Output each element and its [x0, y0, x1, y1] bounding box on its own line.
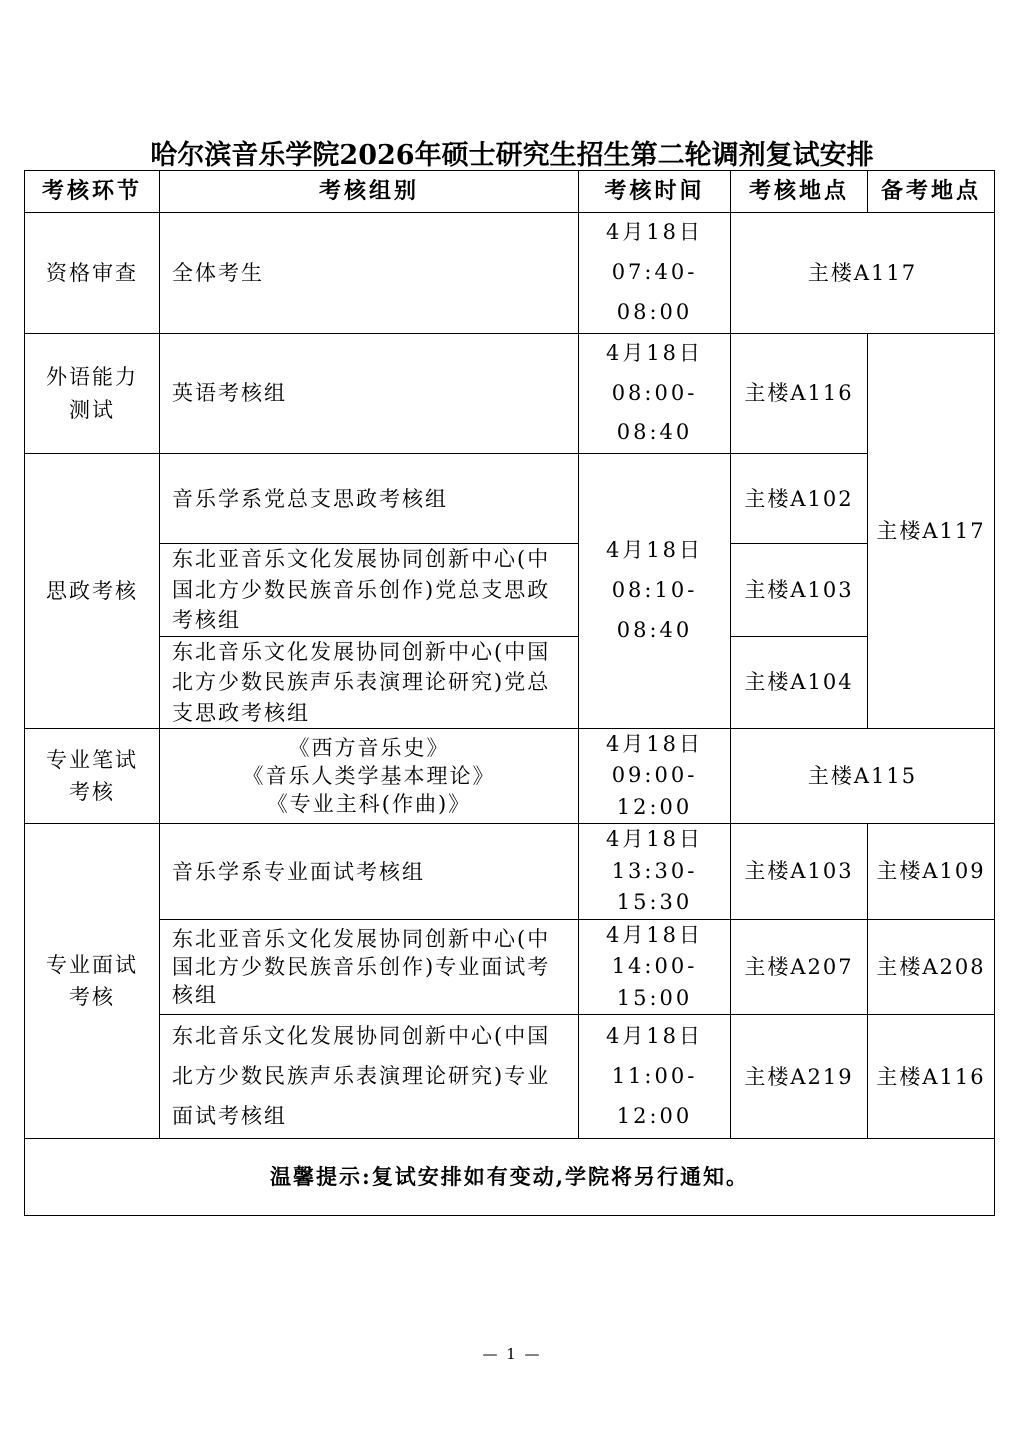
- time-text: 09:00-12:00: [611, 763, 698, 819]
- stage-cell: [25, 333, 160, 454]
- location-cell: 主楼A219: [731, 1015, 868, 1139]
- document-title: 哈尔滨音乐学院2026年硕士研究生招生第二轮调剂复试安排: [150, 140, 874, 171]
- prep-location-cell: 主楼A116: [868, 1015, 995, 1139]
- date-text: 4月18日: [605, 827, 704, 852]
- table-row: [25, 544, 995, 636]
- group-cell: 音乐学系专业面试考核组: [160, 824, 579, 920]
- stage-cell: 思政考核: [25, 454, 160, 729]
- subject-text: 《专业主科(作曲)》: [266, 792, 472, 817]
- time-text: 13:30-15:30: [611, 858, 698, 915]
- page-number: — 1 —: [482, 1345, 542, 1363]
- date-text: 4月18日: [605, 220, 704, 244]
- group-cell: 音乐学系党总支思政考核组: [160, 454, 579, 544]
- location-cell: 主楼A116: [731, 333, 868, 454]
- table-row: [25, 1015, 995, 1139]
- header-location: 考核地点: [731, 171, 868, 213]
- location-cell: 主楼A104: [731, 636, 868, 728]
- table-row: [25, 636, 995, 728]
- date-text: 4月18日: [605, 538, 704, 563]
- stage-text: 考核: [69, 780, 115, 805]
- header-stage: 考核环节: [25, 171, 160, 213]
- stage-cell: [25, 824, 160, 1139]
- location-cell: 主楼A103: [731, 824, 868, 920]
- date-text: 4月18日: [605, 1024, 704, 1049]
- time-cell: [579, 213, 731, 334]
- table-row: [25, 333, 995, 454]
- location-cell: 主楼A207: [731, 919, 868, 1015]
- group-cell: 全体考生: [160, 213, 579, 334]
- table-row: [25, 919, 995, 1015]
- time-cell: [579, 919, 731, 1015]
- time-cell: [579, 728, 731, 824]
- location-cell: 主楼A102: [731, 454, 868, 544]
- time-text: 07:40-08:00: [611, 259, 698, 324]
- subject-text: 《西方音乐史》: [288, 735, 450, 760]
- stage-text: 专业面试: [46, 952, 138, 977]
- stage-cell: 资格审查: [25, 213, 160, 334]
- table-row: [25, 213, 995, 334]
- table-header-row: [25, 171, 995, 213]
- time-cell: [579, 824, 731, 920]
- time-text: 08:10-08:40: [611, 578, 698, 643]
- prep-location-cell: 主楼A117: [868, 333, 995, 728]
- subject-text: 《音乐人类学基本理论》: [242, 764, 496, 789]
- group-cell: 英语考核组: [160, 333, 579, 454]
- group-cell: 东北音乐文化发展协同创新中心(中国北方少数民族声乐表演理论研究)专业面试考核组: [160, 1015, 579, 1139]
- time-cell: [579, 333, 731, 454]
- stage-text: 测试: [69, 397, 115, 422]
- date-text: 4月18日: [605, 731, 704, 756]
- time-text: 08:00-08:40: [611, 380, 698, 445]
- stage-text: 考核: [69, 985, 115, 1010]
- location-cell: 主楼A117: [731, 213, 995, 334]
- date-text: 4月18日: [605, 340, 704, 365]
- stage-cell: [25, 728, 160, 824]
- time-text: 11:00-12:00: [611, 1064, 698, 1128]
- group-cell: 东北亚音乐文化发展协同创新中心(中国北方少数民族音乐创作)党总支思政考核组: [160, 544, 579, 636]
- time-cell: [579, 1015, 731, 1139]
- time-text: 14:00-15:00: [611, 954, 698, 1010]
- header-time: 考核时间: [579, 171, 731, 213]
- group-cell: 东北亚音乐文化发展协同创新中心(中国北方少数民族音乐创作)专业面试考核组: [160, 919, 579, 1015]
- date-text: 4月18日: [605, 922, 704, 947]
- table-row: [25, 728, 995, 824]
- time-cell: [579, 454, 731, 729]
- stage-text: 外语能力: [46, 364, 138, 389]
- reminder-note: 温馨提示:复试安排如有变动,学院将另行通知。: [25, 1139, 995, 1216]
- prep-location-cell: 主楼A109: [868, 824, 995, 920]
- group-cell: [160, 728, 579, 824]
- table-row: [25, 454, 995, 544]
- schedule-table: [24, 170, 995, 1216]
- table-row: [25, 824, 995, 920]
- prep-location-cell: 主楼A208: [868, 919, 995, 1015]
- location-cell: 主楼A103: [731, 544, 868, 636]
- location-cell: 主楼A115: [731, 728, 995, 824]
- group-cell: 东北音乐文化发展协同创新中心(中国北方少数民族声乐表演理论研究)党总支思政考核组: [160, 636, 579, 728]
- header-group: 考核组别: [160, 171, 579, 213]
- note-row: [25, 1139, 995, 1216]
- header-prep-location: 备考地点: [868, 171, 995, 213]
- stage-text: 专业笔试: [46, 747, 138, 772]
